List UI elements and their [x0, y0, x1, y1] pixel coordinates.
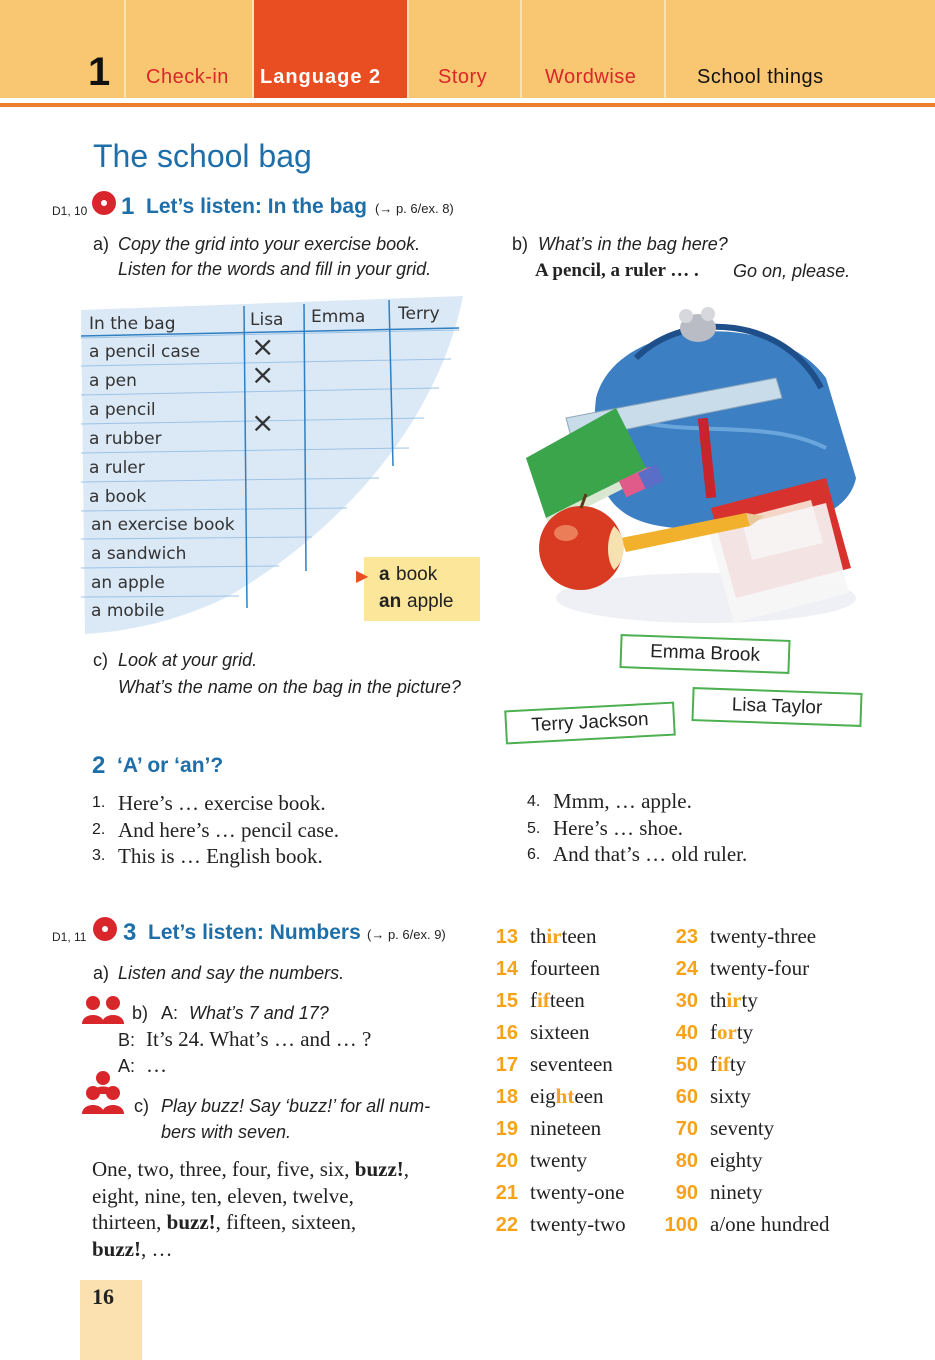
number-word — [710, 988, 758, 1013]
task-b-question: What’s in the bag here? — [538, 234, 728, 254]
task-c-label: c) — [93, 650, 108, 670]
item-number: 2. — [92, 821, 106, 838]
dialog-line: It’s 24. What’s … and … ? — [146, 1027, 372, 1051]
buzz-word: buzz! — [354, 1157, 404, 1181]
number-word-part: een — [574, 1084, 604, 1108]
pair-work-icon — [80, 994, 126, 1026]
number-row — [664, 956, 874, 986]
buzz-ellipsis: , … — [141, 1236, 173, 1261]
tab-divider — [124, 0, 126, 98]
buzz-text: One, two, three, four, five, six, — [92, 1157, 350, 1181]
grid-row-label: a rubber — [89, 429, 162, 449]
unit-number: 1 — [88, 50, 111, 94]
grid-row-label: an apple — [91, 573, 165, 593]
exercise-title: ‘A’ or ‘an’? — [117, 754, 224, 777]
task-c-line2: bers with seven. — [161, 1122, 292, 1142]
number-word-part: ty — [736, 1020, 754, 1044]
grid-row-label: a sandwich — [91, 544, 187, 564]
number-word — [530, 1148, 587, 1173]
number-digits: 90 — [675, 1182, 698, 1204]
task-a-label: a) — [93, 234, 110, 254]
number-row — [494, 1148, 664, 1178]
grid-header-terry: Terry — [398, 304, 440, 324]
item-text: And here’s … pencil case. — [118, 818, 340, 842]
number-digits: 60 — [675, 1086, 698, 1108]
number-word-part: eighty — [710, 1148, 763, 1172]
note-word-book: book — [396, 564, 438, 585]
item-text: Here’s … exercise book. — [118, 791, 326, 815]
number-row — [664, 1116, 874, 1146]
number-word-part: twenty-four — [710, 956, 810, 980]
buzz-word: buzz! — [92, 1236, 141, 1261]
number-word — [710, 1116, 774, 1141]
number-word — [530, 1052, 613, 1077]
task-a-line2: Listen for the words and fill in your grid. — [118, 259, 432, 279]
number-word-part: twenty — [530, 1148, 588, 1172]
number-row — [664, 1020, 874, 1050]
number-word-highlight: if — [717, 1052, 730, 1076]
task-a-label: a) — [93, 963, 110, 983]
number-digits: 13 — [495, 926, 518, 948]
number-word-part: sixteen — [530, 1020, 590, 1044]
item-text: And that’s … old ruler. — [553, 842, 748, 866]
grid-mark: × — [251, 330, 275, 363]
buzz-text: thirteen, — [92, 1210, 162, 1234]
item-number: 3. — [92, 847, 106, 864]
item-text: This is … English book. — [118, 844, 323, 868]
grid-row-label: a pencil — [89, 400, 156, 420]
exercise-number: 2 — [92, 752, 106, 779]
number-digits: 22 — [495, 1214, 518, 1236]
number-digits: 20 — [495, 1150, 518, 1172]
task-a-text: Listen and say the numbers. — [118, 963, 345, 983]
tab-language-2[interactable]: Language 2 — [260, 66, 382, 88]
cd-track-ref: D1, 11 — [52, 930, 87, 944]
item-number: 4. — [527, 793, 541, 810]
page-reference: (→ p. 6/ex. 8) — [375, 201, 454, 216]
exercise-number: 3 — [123, 919, 137, 946]
buzz-word: buzz! — [166, 1210, 216, 1234]
grid-row-label: a ruler — [89, 458, 145, 478]
number-row — [664, 1180, 874, 1210]
number-word — [710, 956, 809, 981]
number-word-part: teen — [549, 988, 585, 1012]
number-row — [664, 1084, 874, 1114]
task-a-line1: Copy the grid into your exercise book. — [118, 234, 421, 254]
number-word-highlight: or — [717, 1020, 737, 1044]
number-word — [710, 924, 816, 949]
number-row — [494, 1052, 664, 1082]
number-word — [710, 1180, 763, 1205]
number-digits: 21 — [495, 1182, 518, 1204]
number-word — [530, 1180, 624, 1205]
grid-mark: × — [251, 358, 275, 391]
number-digits: 24 — [675, 958, 698, 980]
dialog-speaker-a: A: — [161, 1003, 179, 1023]
number-digits: 16 — [495, 1022, 518, 1044]
page-title: The school bag — [93, 138, 312, 174]
item-number: 5. — [527, 820, 541, 837]
number-word — [710, 1212, 830, 1237]
header-divider — [0, 103, 935, 107]
number-row — [664, 988, 874, 1018]
task-c-line2: What’s the name on the bag in the picture? — [118, 677, 461, 697]
exercise-title: Let’s listen: In the bag — [146, 195, 367, 218]
number-word — [530, 956, 600, 981]
number-word — [710, 1084, 751, 1109]
number-word — [530, 1116, 601, 1141]
number-word-part: seventy — [710, 1116, 775, 1140]
note-article-a: a — [379, 564, 390, 585]
item-text: Here’s … shoe. — [553, 816, 684, 840]
tab-divider — [664, 0, 666, 98]
number-digits: 80 — [675, 1150, 698, 1172]
number-row — [494, 1180, 664, 1210]
number-word — [530, 1020, 589, 1045]
number-digits: 14 — [495, 958, 518, 980]
task-c-line1: Look at your grid. — [118, 650, 258, 670]
number-digits: 100 — [664, 1214, 698, 1236]
number-word-part: f — [710, 1052, 717, 1076]
tab-wordwise[interactable]: Wordwise — [545, 66, 637, 88]
task-c-label: c) — [134, 1096, 149, 1116]
number-row — [664, 1148, 874, 1178]
page-reference: (→ p. 6/ex. 9) — [367, 927, 446, 942]
cd-icon[interactable] — [92, 191, 116, 215]
number-row — [494, 956, 664, 986]
tab-divider — [520, 0, 522, 98]
dialog-speaker-b: B: — [118, 1030, 136, 1050]
number-word-part: ninety — [710, 1180, 763, 1204]
number-digits: 70 — [675, 1118, 698, 1140]
task-b-label: b) — [132, 1003, 149, 1023]
number-word-highlight: ht — [555, 1084, 575, 1108]
dialog-line: … — [146, 1053, 167, 1077]
cd-track-ref: D1, 10 — [52, 204, 88, 218]
number-row — [494, 1084, 664, 1114]
task-b-label: b) — [512, 234, 529, 254]
number-row — [664, 1052, 874, 1082]
number-digits: 50 — [675, 1054, 698, 1076]
number-digits: 30 — [675, 990, 698, 1012]
number-row — [494, 1020, 664, 1050]
exercise-number: 1 — [121, 193, 135, 220]
number-row — [494, 924, 664, 954]
numbers-list-left — [494, 924, 664, 1254]
page-number: 16 — [92, 1284, 114, 1309]
name-tag-emma-brook: Emma Brook — [619, 634, 790, 674]
grammar-note — [356, 557, 480, 621]
number-word-part: fourteen — [530, 956, 600, 980]
number-word-part: sixty — [710, 1084, 751, 1108]
buzz-text: fifteen, sixteen, — [226, 1210, 357, 1234]
number-word-highlight: ir — [726, 988, 742, 1012]
number-word-highlight: ir — [546, 924, 562, 948]
number-word-part: twenty-two — [530, 1212, 626, 1236]
task-b-answer: A pencil, a ruler … . — [535, 260, 699, 281]
number-word-part: a/one hundred — [710, 1212, 830, 1236]
number-digits: 40 — [675, 1022, 698, 1044]
school-bag-illustration — [526, 298, 856, 623]
note-arrow-icon: ▶ — [356, 568, 369, 585]
number-word-part: nineteen — [530, 1116, 602, 1140]
number-word-part: twenty-one — [530, 1180, 625, 1204]
number-word-part: th — [530, 924, 547, 948]
number-word-part: teen — [561, 924, 597, 948]
number-word-part: f — [710, 1020, 717, 1044]
number-digits: 23 — [675, 926, 698, 948]
dialog-speaker-a: A: — [118, 1056, 136, 1076]
number-row — [494, 988, 664, 1018]
dialog-line: What’s 7 and 17? — [189, 1003, 329, 1023]
item-text: Mmm, … apple. — [553, 789, 692, 813]
grid-header-lisa: Lisa — [250, 310, 284, 330]
number-digits: 15 — [495, 990, 518, 1012]
item-number: 1. — [92, 794, 106, 811]
number-word — [530, 924, 596, 949]
tab-check-in[interactable]: Check-in — [146, 66, 229, 88]
number-word-part: ty — [729, 1052, 747, 1076]
number-digits: 17 — [495, 1054, 518, 1076]
name-tag-terry-jackson: Terry Jackson — [504, 702, 676, 745]
number-word — [710, 1148, 763, 1173]
number-word-part: eig — [530, 1084, 556, 1108]
numbers-list-right — [664, 924, 874, 1254]
grid-row-label: a pen — [89, 371, 137, 391]
number-row — [494, 1212, 664, 1242]
tab-story[interactable]: Story — [438, 66, 488, 88]
number-word — [530, 1084, 604, 1109]
number-word-part: seventeen — [530, 1052, 613, 1076]
grid-row-label: a mobile — [91, 601, 165, 621]
grid-mark: × — [251, 406, 275, 439]
tab-divider — [407, 0, 409, 98]
name-tag-lisa-taylor: Lisa Taylor — [691, 687, 862, 727]
exercise-title: Let’s listen: Numbers — [148, 921, 361, 944]
tab-school-things[interactable]: School things — [697, 66, 824, 88]
number-digits: 18 — [495, 1086, 518, 1108]
number-word-part: th — [710, 988, 727, 1012]
task-b-prompt: Go on, please. — [733, 261, 851, 281]
group-work-icon — [80, 1070, 126, 1116]
grid-header-emma: Emma — [311, 307, 366, 327]
grid-header-item: In the bag — [89, 314, 176, 334]
note-article-an: an — [379, 591, 402, 612]
buzz-example: One, two, three, four, five, six, buzz!, eight, nine, ten, eleven, twelve, thirteen, buzz!, fifteen, sixteen, buzz!, … — [92, 1156, 472, 1262]
number-row — [494, 1116, 664, 1146]
cd-icon[interactable] — [93, 917, 117, 941]
number-row — [664, 1212, 874, 1242]
grid-row-label: an exercise book — [91, 515, 235, 535]
number-word-part: f — [530, 988, 537, 1012]
item-number: 6. — [527, 846, 541, 863]
number-word-part: twenty-three — [710, 924, 817, 948]
number-word-highlight: if — [537, 988, 550, 1012]
grid-row-label: a book — [89, 487, 147, 507]
number-digits: 19 — [495, 1118, 518, 1140]
task-c-line1: Play buzz! Say ‘buzz!’ for all num- — [161, 1096, 431, 1116]
number-word — [530, 988, 585, 1013]
grid-row-label: a pencil case — [89, 342, 201, 362]
number-word — [710, 1052, 746, 1077]
number-row — [664, 924, 874, 954]
number-word-part: ty — [741, 988, 758, 1012]
tab-divider — [252, 0, 254, 98]
buzz-text: eight, nine, ten, eleven, twelve, — [92, 1183, 354, 1208]
number-word — [710, 1020, 753, 1045]
number-word — [530, 1212, 626, 1237]
note-word-apple: apple — [407, 591, 454, 612]
